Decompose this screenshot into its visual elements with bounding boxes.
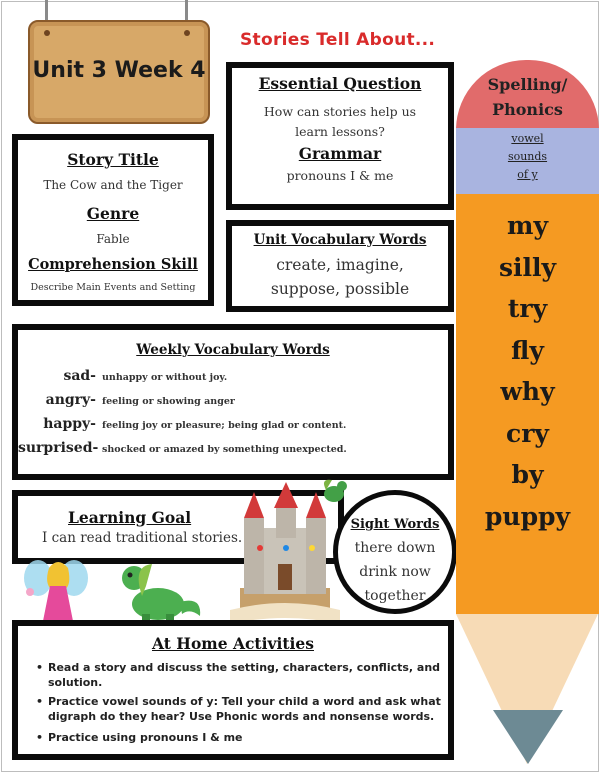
essential-question-box <box>226 62 454 210</box>
unit-week-sign <box>28 20 210 124</box>
spelling-phonics-title <box>456 72 599 122</box>
spelling-word: puppy <box>484 501 571 531</box>
spelling-word-list <box>456 205 599 537</box>
essential-question-heading: Essential Question <box>258 74 422 93</box>
spelling-word: my <box>507 211 548 240</box>
pencil-lead-tip <box>493 710 563 764</box>
vocab-word: happy- <box>43 416 96 432</box>
vocab-definition: feeling joy or pleasure; being glad or content. <box>102 420 347 431</box>
comprehension-skill-text: Describe Main Events and Setting <box>30 282 196 293</box>
spelling-title-line2: Phonics <box>492 100 563 119</box>
spelling-word: cry <box>506 418 549 448</box>
vocab-word: sad- <box>63 368 96 384</box>
vocab-word: angry- <box>45 392 96 408</box>
sight-words-line3: together <box>364 588 426 604</box>
genre-heading: Genre <box>86 204 140 223</box>
story-box <box>12 134 214 306</box>
home-activity-item: • Read a story and discuss the setting, characters, conflicts, and solution. <box>48 660 448 690</box>
essential-question-line2: learn lessons? <box>295 124 385 139</box>
spelling-word: why <box>500 377 555 406</box>
unit-vocabulary-line1: create, imagine, <box>276 256 404 274</box>
grammar-heading: Grammar <box>298 144 382 163</box>
story-title: The Cow and the Tiger <box>43 178 183 192</box>
weekly-vocabulary-box <box>12 324 454 480</box>
story-title-heading: Story Title <box>67 150 159 169</box>
spelling-title-line1: Spelling/ <box>487 75 568 94</box>
grammar-text: pronouns I & me <box>286 168 394 183</box>
at-home-activities-box <box>12 620 454 760</box>
vocab-word: surprised- <box>18 440 99 456</box>
home-activity-item: • Practice vowel sounds of y: Tell your child a word and ask what digraph do they hear? Use Phonic words and nonsense words. <box>48 694 448 724</box>
comprehension-skill-heading: Comprehension Skill <box>28 256 198 273</box>
unit-week-label: Unit 3 Week 4 <box>32 58 206 83</box>
dragon-illustration <box>112 556 204 628</box>
spelling-word: fly <box>511 335 544 365</box>
nail-icon <box>44 30 50 36</box>
learning-goal-text: I can read traditional stories. <box>42 530 243 546</box>
nail-icon <box>184 30 190 36</box>
vocab-definition: unhappy or without joy. <box>102 372 228 383</box>
spelling-sub-line1: vowel <box>511 132 544 145</box>
small-dragon-illustration <box>316 474 352 508</box>
unit-vocabulary-heading: Unit Vocabulary Words <box>253 232 427 248</box>
vocab-definition: shocked or amazed by something unexpected. <box>102 444 347 455</box>
spelling-subtitle <box>456 130 599 184</box>
vocab-definition: feeling or showing anger <box>102 396 235 407</box>
essential-question-line1: How can stories help us <box>263 104 417 119</box>
at-home-activities-heading: At Home Activities <box>152 634 314 653</box>
spelling-sub-line2: sounds <box>507 150 548 163</box>
fairy-illustration <box>22 556 94 630</box>
spelling-word: by <box>511 460 544 489</box>
home-activity-item: • Practice using pronouns I & me <box>48 730 448 745</box>
spelling-word: silly <box>498 252 557 282</box>
sight-words-line2: drink now <box>359 564 431 580</box>
sight-words-heading: Sight Words <box>350 517 440 532</box>
spelling-word: try <box>507 294 548 323</box>
spelling-sub-line3: of y <box>517 168 538 181</box>
genre-text: Fable <box>96 232 130 246</box>
stories-title: Stories Tell About... <box>240 30 436 50</box>
learning-goal-heading: Learning Goal <box>68 508 192 527</box>
weekly-vocabulary-heading: Weekly Vocabulary Words <box>136 342 330 358</box>
unit-vocabulary-box <box>226 220 454 312</box>
sight-words-line1: there down <box>354 540 436 556</box>
unit-vocabulary-line2: suppose, possible <box>270 280 410 298</box>
